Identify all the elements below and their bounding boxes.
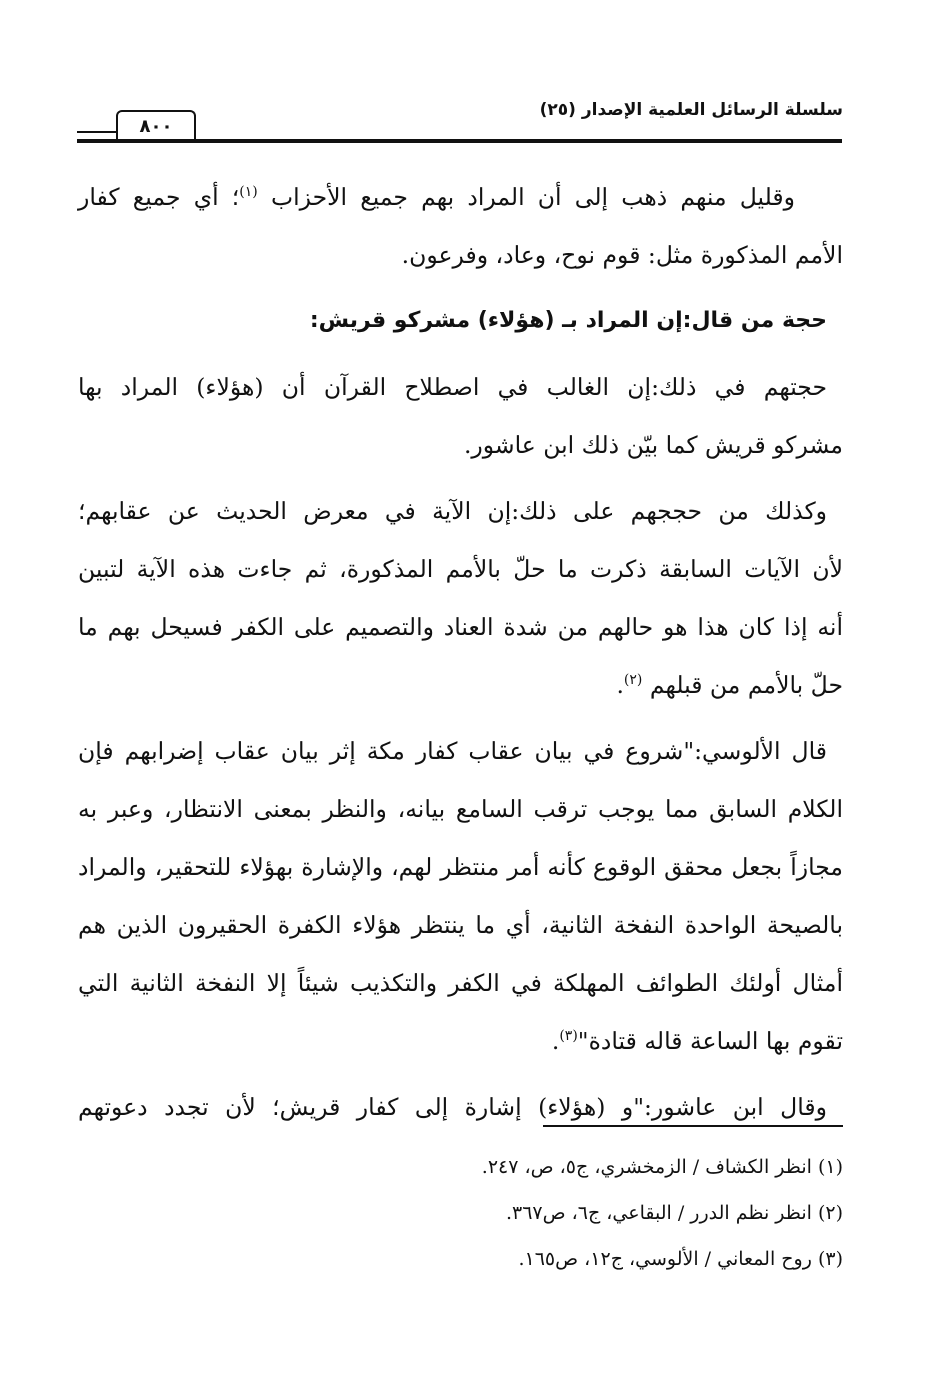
footnotes xyxy=(78,1144,843,1282)
paragraph-3-line-4: حلّ بالأمم من قبلهم $^{(٢)}$. xyxy=(616,671,843,699)
section-heading: حجة من قال:إن المراد بـ (هؤلاء) مشركو قريش: xyxy=(309,308,827,333)
footnote-ref-3[interactable]: (٣) xyxy=(559,1028,578,1045)
paragraph-4-line-4: بالصيحة الواحدة النفخة الثانية، أي ما ينتظر هؤلاء الكفرة الحقيرون الذين هم xyxy=(78,911,843,939)
paragraph-4-line-2: الكلام السابق مما يوجب ترقب السامع بيانه، والنظر بمعنى الانتظار، وعبر به xyxy=(78,795,843,823)
footnote-ref-1[interactable]: (١) xyxy=(239,184,258,201)
paragraph-4-line-1: قال الألوسي:"شروع في بيان عقاب كفار مكة إثر بيان عقاب إضرابهم فإن xyxy=(78,737,827,765)
series-title: سلسلة الرسائل العلمية الإصدار (٢٥) xyxy=(539,100,843,120)
footnote-ref-2[interactable]: (٢) xyxy=(623,672,643,689)
paragraph-4-line-6: تقوم بها الساعة قاله قتادة"$^{(٣)}$. xyxy=(551,1027,843,1055)
paragraph-1-line-2: الأمم المذكورة مثل: قوم نوح، وعاد، وفرعون. xyxy=(401,241,843,269)
paragraph-1-line-1: وقليل منهم ذهب إلى أن المراد بهم جميع الأحزاب $^{(١)}$؛ أي جميع كفار xyxy=(78,183,795,211)
paragraph-3-line-1: وكذلك من حججهم على ذلك:إن الآية في معرض الحديث عن عقابهم؛ xyxy=(78,497,827,525)
paragraph-5-line-1: وقال ابن عاشور:"و (هؤلاء) إشارة إلى كفار قريش؛ لأن تجدد دعوتهم xyxy=(78,1093,827,1121)
body-text xyxy=(78,168,843,1136)
page-number: ٨٠٠ xyxy=(116,110,196,142)
header-rule xyxy=(77,139,842,143)
footnote-1: (١) انظر الكشاف / الزمخشري، ج٥، ص، ٢٤٧. xyxy=(481,1156,843,1178)
paragraph-3-line-3: أنه إذا كان هذا هو حالهم من شدة العناد والتصميم على الكفر فسيحل بهم ما xyxy=(78,613,843,641)
header-rule-left xyxy=(77,131,117,133)
paragraph-4-line-5: أمثال أولئك الطوائف المهلكة في الكفر والتكذيب شيئاً إلا النفخة الثانية التي xyxy=(78,969,843,997)
paragraph-2-line-1: حجتهم في ذلك:إن الغالب في اصطلاح القرآن أن (هؤلاء) المراد بها xyxy=(78,373,827,401)
footnote-separator xyxy=(543,1125,843,1127)
paragraph-2-line-2: مشركو قريش كما بيّن ذلك ابن عاشور. xyxy=(463,431,843,459)
footnote-3: (٣) روح المعاني / الألوسي، ج١٢، ص١٦٥. xyxy=(518,1248,843,1270)
footnote-2: (٢) انظر نظم الدرر / البقاعي، ج٦، ص٣٦٧. xyxy=(505,1202,843,1224)
paragraph-3-line-2: لأن الآيات السابقة ذكرت ما حلّ بالأمم المذكورة، ثم جاءت هذه الآية لتبين xyxy=(78,555,843,583)
paragraph-4-line-3: مجازاً بجعل محقق الوقوع كأنه أمر منتظر لهم، والإشارة بهؤلاء للتحقير، والمراد xyxy=(78,853,843,881)
